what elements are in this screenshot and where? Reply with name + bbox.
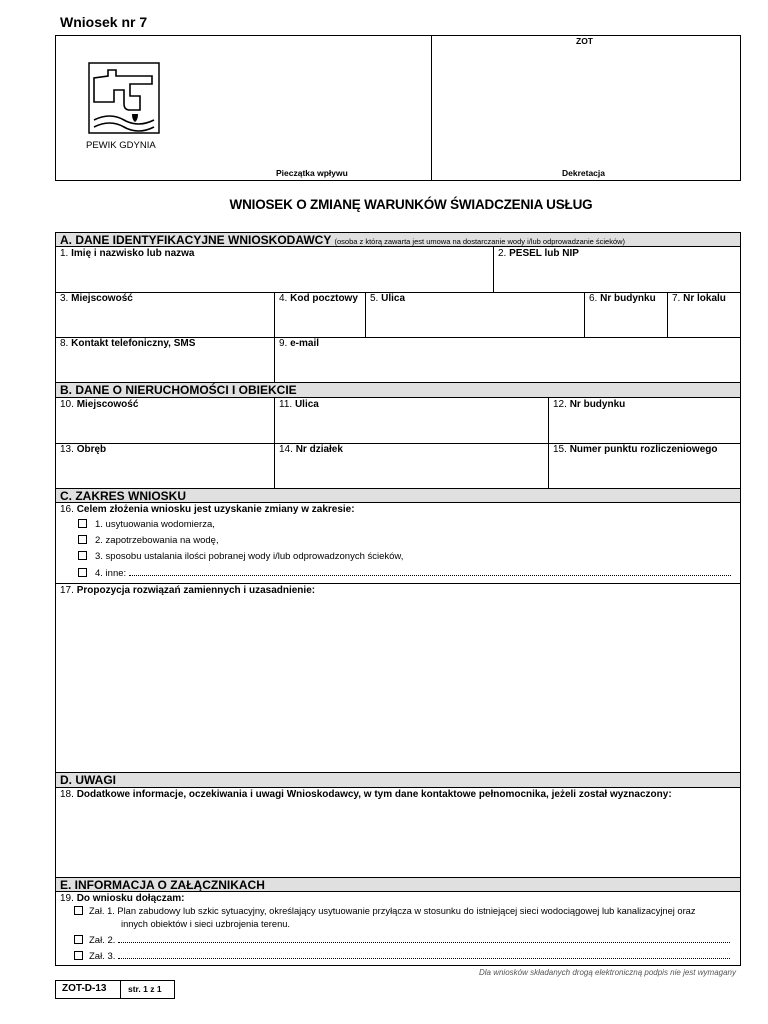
- section-c-header: [56, 488, 740, 503]
- attachment-2[interactable]: Zał. 2.: [74, 934, 736, 947]
- checkbox[interactable]: [74, 906, 83, 915]
- field-precinct[interactable]: 13. Obręb: [60, 444, 107, 455]
- logo-text: PEWIK GDYNIA: [86, 140, 156, 151]
- field-apartment-number[interactable]: 7. Nr lokalu: [667, 292, 740, 337]
- document-number: Wniosek nr 7: [60, 14, 148, 30]
- field-attachments: 19. Do wniosku dołączam:: [60, 893, 185, 904]
- checkbox[interactable]: [78, 551, 87, 560]
- pewik-logo: [86, 60, 162, 136]
- decree-label: Dekretacja: [562, 168, 606, 178]
- field-building-number[interactable]: 6. Nr budynku: [584, 292, 667, 337]
- attachment-1[interactable]: Zał. 1. Plan zabudowy lub szkic sytuacyjny, określający usytuowanie przyłącza w stosunku do istniejącej sieci wodociągowej lub kanalizacyjnej oraz: [74, 905, 696, 917]
- section-d-title: D. UWAGI: [60, 773, 116, 787]
- header-divider: [431, 36, 432, 180]
- checkbox[interactable]: [78, 535, 87, 544]
- checkbox[interactable]: [78, 519, 87, 528]
- field-remarks[interactable]: 18. Dodatkowe informacje, oczekiwania i uwagi Wnioskodawcy, w tym dane kontaktowe pełnomocnika, jeżeli został wyznaczony:: [60, 789, 672, 800]
- field-pesel[interactable]: 2. PESEL lub NIP: [493, 247, 740, 292]
- field-postal-code[interactable]: 4. Kod pocztowy: [274, 292, 365, 337]
- section-c-title: C. ZAKRES WNIOSKU: [60, 489, 186, 503]
- section-b-title: B. DANE O NIERUCHOMOŚCI I OBIEKCIE: [60, 383, 297, 397]
- field-phone[interactable]: 8. Kontakt telefoniczny, SMS: [60, 338, 196, 349]
- field-plot-numbers[interactable]: 14. Nr działek: [274, 443, 548, 488]
- field-proposal[interactable]: 17. Propozycja rozwiązań zamiennych i uzasadnienie:: [60, 585, 316, 596]
- field-property-street[interactable]: 11. Ulica: [274, 398, 548, 443]
- stamp-label: Pieczątka wpływu: [276, 168, 348, 178]
- attachment-2-line[interactable]: [118, 934, 730, 943]
- other-input-line[interactable]: [129, 567, 731, 576]
- header-box: [55, 35, 741, 181]
- signature-note: Dla wniosków składanych drogą elektroniczną podpis nie jest wymagany: [478, 968, 736, 977]
- field-street[interactable]: 5. Ulica: [365, 292, 584, 337]
- footer-code-box: [55, 980, 175, 999]
- form-code: ZOT-D-13: [62, 983, 107, 994]
- section-e-title: E. INFORMACJA O ZAŁĄCZNIKACH: [60, 878, 265, 892]
- option-water-demand[interactable]: 2. zapotrzebowania na wodę,: [78, 535, 219, 547]
- form-title: WNIOSEK O ZMIANĘ WARUNKÓW ŚWIADCZENIA USŁUG: [229, 197, 593, 212]
- attachment-1-cont: innych obiektów i sieci uzbrojenia terenu.: [121, 919, 290, 929]
- option-other[interactable]: 4. inne:: [78, 567, 738, 580]
- attachment-3-line[interactable]: [118, 950, 730, 959]
- field-settlement-point[interactable]: 15. Numer punktu rozliczeniowego: [548, 443, 740, 488]
- checkbox[interactable]: [78, 568, 87, 577]
- field-property-city[interactable]: 10. Miejscowość: [60, 399, 139, 410]
- field-email[interactable]: 9. e-mail: [274, 337, 740, 382]
- zot-label: ZOT: [576, 36, 593, 46]
- section-a-note: (osoba z którą zawarta jest umowa na dostarczanie wody i/lub odprowadzanie ścieków): [334, 237, 626, 246]
- checkbox[interactable]: [74, 935, 83, 944]
- option-measurement-method[interactable]: 3. sposobu ustalania ilości pobranej wody i/lub odprowadzonych ścieków,: [78, 551, 403, 563]
- section-a-header: [56, 233, 740, 247]
- field-name[interactable]: 1. Imię i nazwisko lub nazwa: [60, 248, 195, 259]
- attachment-3[interactable]: Zał. 3.: [74, 950, 736, 963]
- field-city[interactable]: 3. Miejscowość: [60, 293, 133, 304]
- option-meter-location[interactable]: 1. usytuowania wodomierza,: [78, 519, 215, 531]
- page-number: str. 1 z 1: [128, 984, 162, 994]
- field-property-building[interactable]: 12. Nr budynku: [548, 398, 740, 443]
- section-b-header: [56, 382, 740, 398]
- section-d-header: [56, 772, 740, 788]
- footer-divider: [120, 981, 121, 998]
- checkbox[interactable]: [74, 951, 83, 960]
- section-e-header: [56, 877, 740, 892]
- section-a-title: A. DANE IDENTYFIKACYJNE WNIOSKODAWCY: [60, 233, 332, 247]
- field-change-scope: 16. Celem złożenia wniosku jest uzyskanie zmiany w zakresie:: [60, 504, 355, 515]
